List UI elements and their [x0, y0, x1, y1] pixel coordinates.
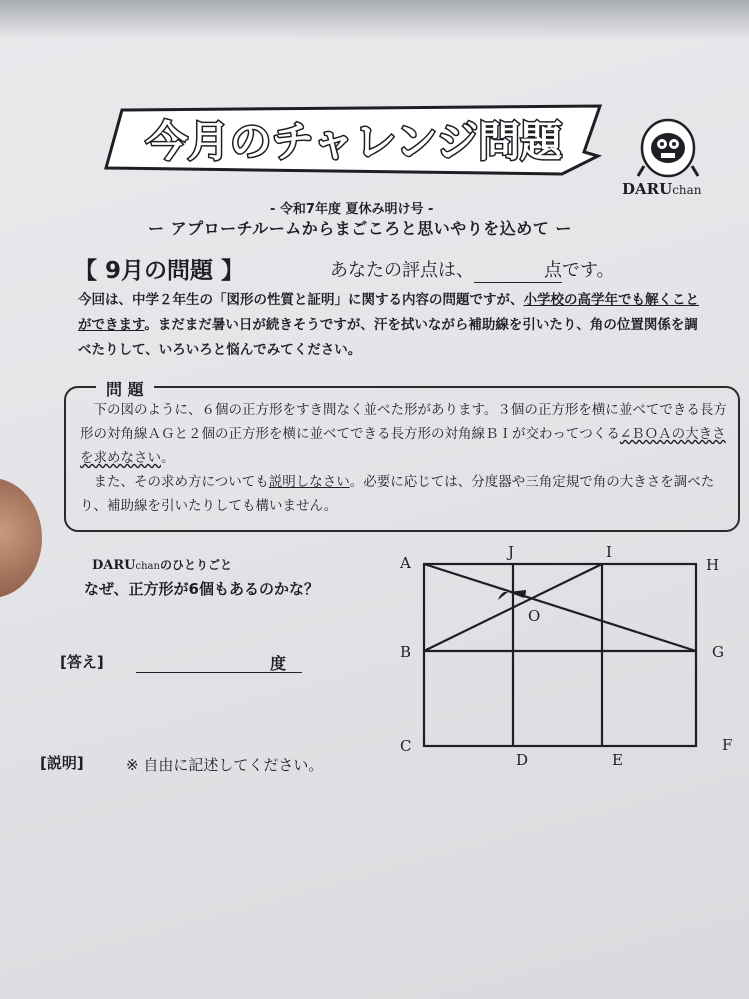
daru-talk-sub: chan	[135, 561, 160, 572]
intro-text-3: 。まだまだ暑い日が続きそうですが、汗を拭いながら補助線を引いたり、角の位置関係を調べたりして、いろいろと悩んでみてください。	[78, 317, 698, 358]
answer-label: [答え]	[60, 653, 104, 671]
problem-text-2b: 。必要に応じては、分度器や三角定規で角の大きさを調べたり、補助線を引いたりしても構いません。	[80, 474, 715, 514]
issue-line: - 令和7年度 夏休み明け号 -	[270, 202, 434, 217]
problem-label: 問 題	[96, 377, 154, 400]
mascot-label	[622, 180, 702, 198]
label-H: H	[706, 556, 720, 574]
angle-mark-2	[498, 592, 508, 600]
label-C: C	[400, 737, 412, 755]
problem-paragraph-2	[80, 470, 728, 518]
problem-text	[80, 398, 728, 518]
subtitle: ー アプローチルームからまごころと思いやりを込めて ー	[148, 219, 572, 238]
diagonal-AG	[424, 564, 696, 651]
score-line	[330, 256, 615, 283]
label-A: A	[400, 554, 411, 572]
outer-rectangle	[424, 564, 696, 746]
score-prefix: あなたの評点は、	[330, 260, 474, 281]
explanation-note: ※ 自由に記述してください。	[126, 756, 324, 774]
mascot-label-main: DARU	[622, 180, 673, 198]
finger-shadow	[0, 478, 42, 598]
problem-paragraph-1	[80, 398, 728, 470]
problem-text-2-underlined: 説明しなさい	[268, 474, 350, 490]
label-I: I	[606, 543, 612, 561]
explanation-label: [説明]	[40, 754, 84, 772]
score-unit: 点	[544, 260, 562, 281]
daru-talk-main: DARU	[92, 558, 136, 573]
label-B: B	[400, 643, 412, 661]
score-suffix: です。	[562, 260, 615, 281]
label-O: O	[528, 607, 541, 625]
daru-question: なぜ、正方形が6個もあるのかな？	[84, 580, 319, 598]
daru-talk-rest: のひとりごと	[159, 558, 232, 572]
banner-title	[92, 98, 612, 180]
problem-text-2a: また、その求め方についても	[93, 474, 269, 490]
problem-text-1-end: 。	[161, 450, 175, 466]
banner-title-text: 今月のチャレンジ問題	[145, 117, 563, 166]
label-F: F	[722, 736, 733, 754]
square-grid-figure	[390, 540, 749, 780]
label-E: E	[612, 751, 623, 769]
mascot-label-sub: chan	[672, 183, 702, 197]
problem-text-1: 下の図のように、６個の正方形をすき間なく並べた形があります。３個の正方形を横に並べてできる長方形の対角線ＡＧと２個の正方形を横に並べてできる長方形の対角線ＢＩが交わってつくる	[80, 402, 727, 442]
label-J: J	[508, 543, 515, 561]
answer-unit: 度	[270, 654, 287, 673]
intro-paragraph	[78, 288, 708, 363]
daruma-mascot-icon	[632, 110, 702, 180]
top-shadow	[0, 0, 749, 40]
intro-text-1: 今回は、中学２年生の「図形の性質と証明」に関する内容の問題ですが、	[78, 292, 524, 308]
question-title: 【 9月の問題 】	[74, 258, 245, 284]
intro-text-underlined: 小学校の高学年でも解くことができます	[78, 292, 699, 333]
label-D: D	[516, 751, 529, 769]
daru-monologue-label	[92, 556, 232, 573]
score-blank[interactable]	[474, 256, 562, 283]
problem-text-wavy: ∠ＢＯＡの大きさを求めなさい	[80, 426, 726, 466]
label-G: G	[712, 643, 724, 661]
